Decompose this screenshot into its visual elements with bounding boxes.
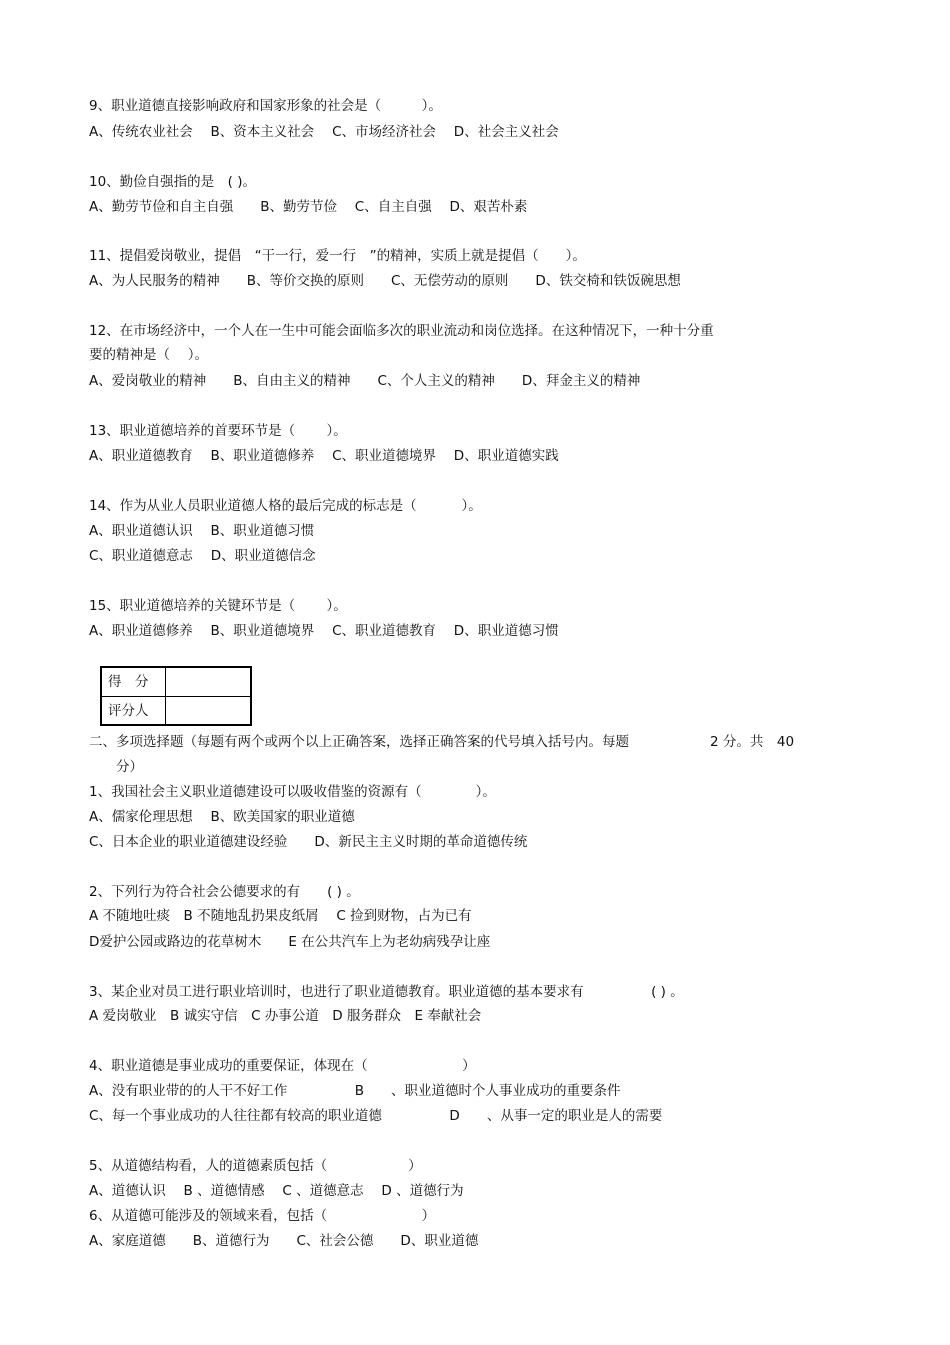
- line-section2-heading-cont: 分）: [89, 759, 143, 775]
- line-q9: 9、职业道德直接影响政府和国家形象的社会是（ ）。: [89, 98, 442, 114]
- line-m6: 6、从道德可能涉及的领域来看，包括（ ）: [89, 1208, 436, 1224]
- line-section2-heading: 二、多项选择题（每题有两个或两个以上正确答案，选择正确答案的代号填入括号内。每题 2 分。共 40: [89, 734, 795, 750]
- line-q11-options: A、为人民服务的精神 B、等价交换的原则 C、无偿劳动的原则 D、铁交椅和铁饭碗思想: [89, 273, 681, 289]
- line-m4: 4、职业道德是事业成功的重要保证，体现在（ ）: [89, 1058, 476, 1074]
- score-label: 得 分: [102, 668, 166, 696]
- line-q10: 10、勤俭自强指的是 ( )。: [89, 174, 257, 190]
- line-m3-options: A 爱岗敬业 B 诚实守信 C 办事公道 D 服务群众 E 奉献社会: [89, 1008, 482, 1024]
- line-m6-options: A、家庭道德 B、道德行为 C、社会公德 D、职业道德: [89, 1233, 479, 1249]
- line-q11: 11、提倡爱岗敬业，提倡 “干一行，爱一行 ”的精神，实质上就是提倡（ ）。: [89, 248, 586, 264]
- grader-row: [102, 697, 250, 725]
- line-q13-options: A、职业道德教育 B、职业道德修养 C、职业道德境界 D、职业道德实践: [89, 448, 559, 464]
- line-m4-options-1: A、没有职业带的的人干不好工作 B 、职业道德时个人事业成功的重要条件: [89, 1083, 621, 1099]
- line-m4-options-2: C、每一个事业成功的人往往都有较高的职业道德 D 、从事一定的职业是人的需要: [89, 1108, 663, 1124]
- line-q12-line2: 要的精神是（ ）。: [89, 347, 209, 363]
- line-q10-options: A、勤劳节俭和自主自强 B、勤劳节俭 C、自主自强 D、艰苦朴素: [89, 199, 528, 215]
- line-m2-options-1: A 不随地吐痰 B 不随地乱扔果皮纸屑 C 捡到财物，占为已有: [89, 908, 472, 924]
- line-q15-options: A、职业道德修养 B、职业道德境界 C、职业道德教育 D、职业道德习惯: [89, 623, 559, 639]
- line-m1-options-2: C、日本企业的职业道德建设经验 D、新民主主义时期的革命道德传统: [89, 834, 528, 850]
- line-q14-options-2: C、职业道德意志 D、职业道德信念: [89, 548, 316, 564]
- line-m2-options-2: D爱护公园或路边的花草树木 E 在公共汽车上为老幼病残孕让座: [89, 934, 491, 950]
- line-q13: 13、职业道德培养的首要环节是（ ）。: [89, 423, 347, 439]
- grader-value-cell: [168, 697, 248, 725]
- line-m1-options-1: A、儒家伦理思想 B、欧美国家的职业道德: [89, 809, 355, 825]
- line-m2: 2、下列行为符合社会公德要求的有 ( ) 。: [89, 884, 360, 900]
- score-row: [102, 668, 250, 697]
- score-value-cell: [168, 668, 248, 696]
- line-m3: 3、某企业对员工进行职业培训时，也进行了职业道德教育。职业道德的基本要求有 ( ) 。: [89, 984, 684, 1000]
- line-q12-line1: 12、在市场经济中，一个人在一生中可能会面临多次的职业流动和岗位选择。在这种情况下，一种十分重: [89, 323, 714, 339]
- line-q14-options-1: A、职业道德认识 B、职业道德习惯: [89, 523, 315, 539]
- line-m5: 5、从道德结构看，人的道德素质包括（ ）: [89, 1158, 422, 1174]
- line-q15: 15、职业道德培养的关键环节是（ ）。: [89, 598, 347, 614]
- line-q9-options: A、传统农业社会 B、资本主义社会 C、市场经济社会 D、社会主义社会: [89, 124, 559, 140]
- grader-label: 评分人: [102, 697, 166, 725]
- line-m5-options: A、道德认识 B 、道德情感 C 、道德意志 D 、道德行为: [89, 1183, 464, 1199]
- score-table: [100, 666, 252, 726]
- line-q12-options: A、爱岗敬业的精神 B、自由主义的精神 C、个人主义的精神 D、拜金主义的精神: [89, 373, 641, 389]
- line-q14: 14、作为从业人员职业道德人格的最后完成的标志是（ ）。: [89, 498, 482, 514]
- line-m1: 1、我国社会主义职业道德建设可以吸收借鉴的资源有（ ）。: [89, 784, 496, 800]
